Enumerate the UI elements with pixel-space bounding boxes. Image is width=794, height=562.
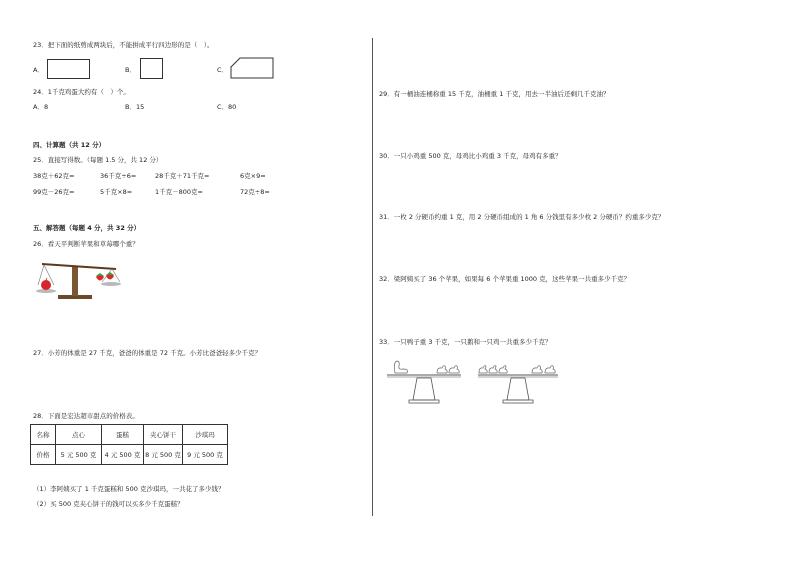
- calc-item: 5千克×8=: [100, 188, 133, 196]
- chicken-icon: [499, 366, 507, 373]
- duck-icon: [532, 366, 542, 373]
- chicken-icon: [489, 366, 497, 373]
- q25-stem: 25．直接写得数。（每题 1.5 分，共 12 分）: [33, 156, 163, 164]
- calc-item: 28千克＋71千克=: [155, 172, 210, 180]
- duck-icon: [437, 366, 447, 373]
- section-4-title: 四、计算题（共 12 分）: [33, 141, 106, 149]
- table-cell: 8 元 500 克: [144, 445, 183, 465]
- column-divider: [372, 38, 373, 516]
- duck-icon: [545, 366, 555, 373]
- calc-item: 36千克÷6=: [100, 172, 137, 180]
- q23-stem: 23．把下面的纸剪成两块后，不能拼成平行四边形的是（ ）。: [33, 41, 214, 49]
- q28-stem: 28．下面是宏达超市甜点的价格表。: [33, 412, 139, 420]
- q24-option-c[interactable]: C．80: [217, 103, 237, 111]
- q29-stem: 29．有一桶油连桶称重 15 千克，油桶重 1 千克，用去一半油后还剩几千克油？: [379, 90, 610, 98]
- q26-stem: 26．看天平判断苹果和草莓哪个重？: [33, 240, 139, 248]
- table-cell: 9 元 500 克: [183, 445, 228, 465]
- apple-icon: [41, 280, 51, 290]
- q32-stem: 32．梁阿姨买了 36 个苹果，如果每 6 个苹果重 1000 克，这些苹果一共重多少千克？: [379, 275, 631, 283]
- option-b-square-shape: [140, 58, 163, 79]
- table-row: [31, 445, 228, 465]
- chicken-icon: [479, 366, 487, 373]
- table-cell: 沙琪玛: [183, 425, 228, 445]
- calc-item: 99克－26克=: [33, 188, 75, 196]
- balance-scale-illustration: [36, 258, 122, 300]
- q24-option-b[interactable]: B．15: [125, 103, 145, 111]
- q23-option-b[interactable]: B．: [125, 66, 136, 74]
- price-table: [30, 424, 228, 465]
- duck-icon: [449, 366, 459, 373]
- table-cell: 点心: [56, 425, 102, 445]
- table-cell: 4 元 500 克: [102, 445, 144, 465]
- q23-option-c[interactable]: C．: [217, 66, 229, 74]
- table-row: [31, 425, 228, 445]
- q31-stem: 31．一枚 2 分硬币约重 1 克，用 2 分硬币组成的 1 角 6 分钱里有多少枚 2 分硬币？约重多少克？: [379, 213, 665, 221]
- calc-item: 6克×9=: [240, 172, 266, 180]
- table-cell: 名称: [31, 425, 56, 445]
- q24-stem: 24．1千克鸡蛋大约有（ ）个。: [33, 88, 130, 96]
- calc-item: 72克÷8=: [240, 188, 270, 196]
- q30-stem: 30．一只小鸡重 500 克，母鸡比小鸡重 3 千克，母鸡有多重？: [379, 152, 562, 160]
- goose-icon: [394, 361, 407, 373]
- q33-stem: 33．一只鸭子重 3 千克，一只鹅和一只鸡一共重多少千克？: [379, 338, 552, 346]
- table-cell: 蛋糕: [102, 425, 144, 445]
- option-c-trapezoid-shape: [230, 57, 275, 79]
- option-a-rectangle-shape: [47, 59, 90, 79]
- table-cell: 5 元 500 克: [56, 445, 102, 465]
- balance-goose-ducks-illustration: [383, 358, 467, 406]
- table-cell: 价格: [31, 445, 56, 465]
- q27-stem: 27．小芳的体重是 27 千克，爸爸的体重是 72 千克。小芳比爸爸轻多少千克？: [33, 349, 262, 357]
- section-5-title: 五、解答题（每题 4 分，共 32 分）: [33, 224, 141, 232]
- q23-option-a[interactable]: A．: [33, 66, 44, 74]
- calc-item: 1千克－800克=: [155, 188, 203, 196]
- table-cell: 夹心饼干: [144, 425, 183, 445]
- q28-sub-2: （2）买 500 克夹心饼干的钱可以买多少千克蛋糕？: [33, 500, 184, 508]
- q24-option-a[interactable]: A．8: [33, 103, 49, 111]
- calc-item: 38克＋62克=: [33, 172, 75, 180]
- q28-sub-1: （1）李阿姨买了 1 千克蛋糕和 500 克沙琪玛，一共花了多少钱？: [33, 485, 225, 493]
- balance-chickens-ducks-illustration: [474, 358, 564, 406]
